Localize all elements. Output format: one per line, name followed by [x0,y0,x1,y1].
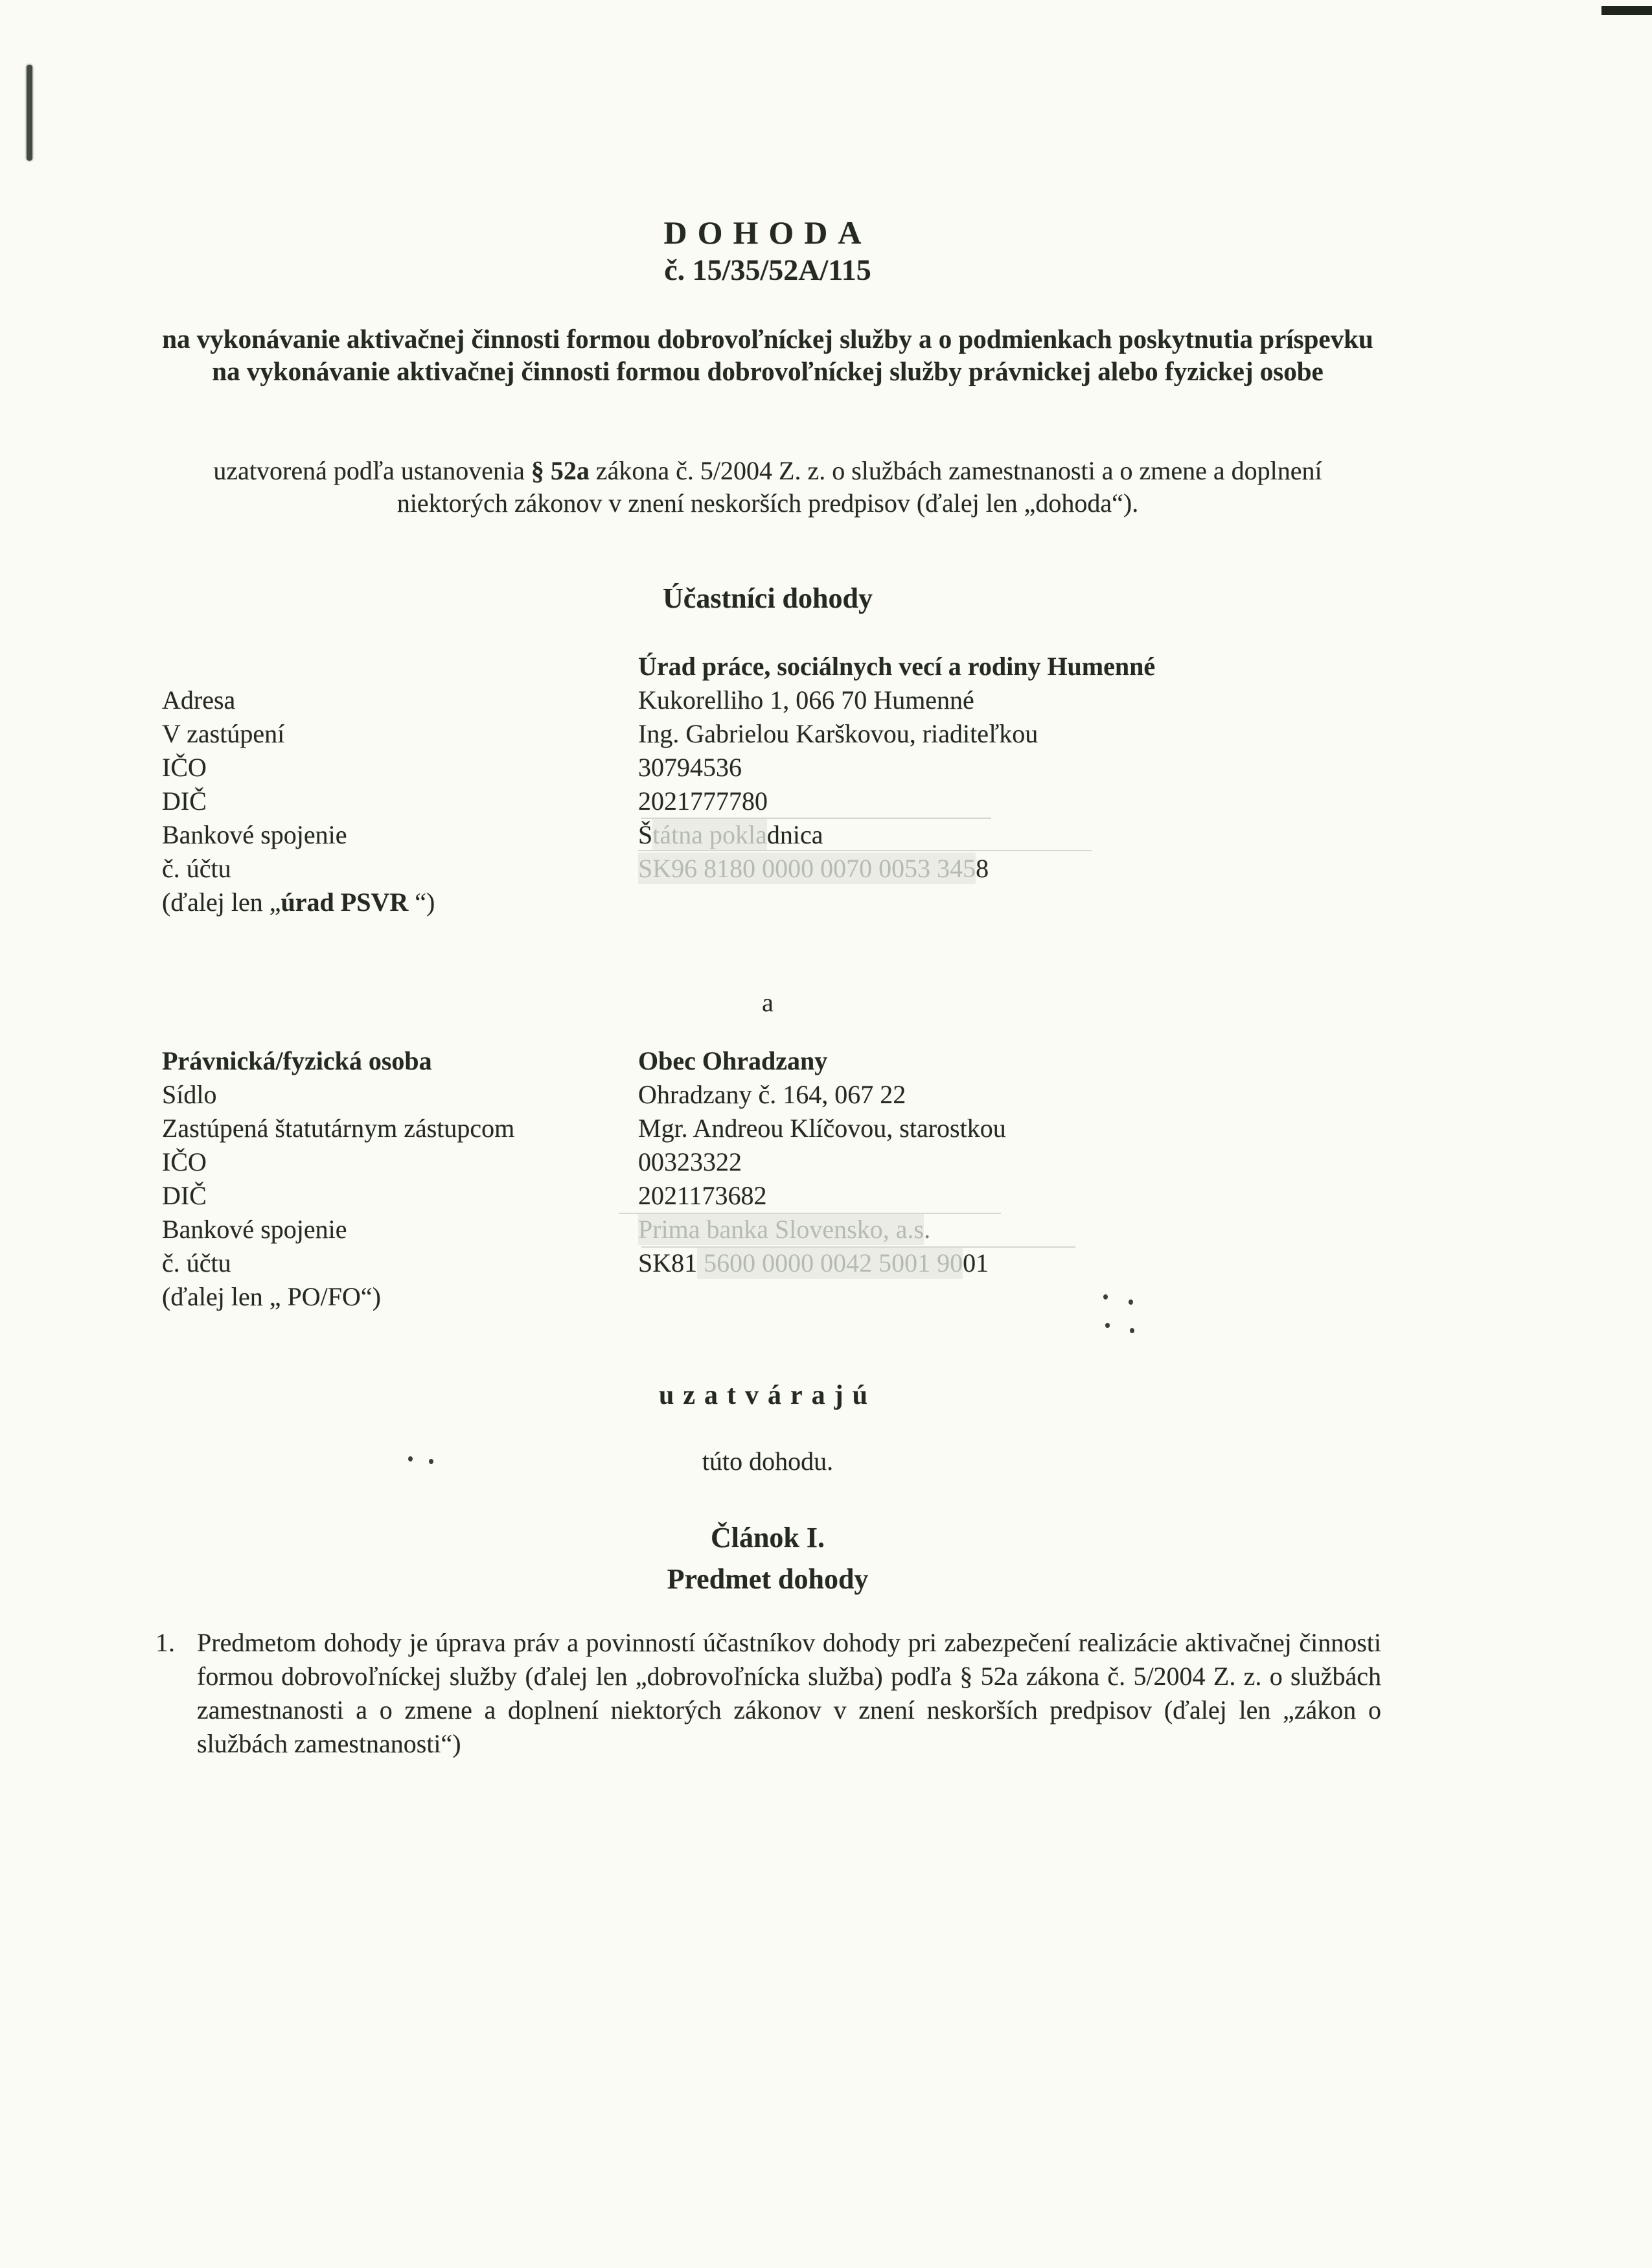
document-number: č. 15/35/52A/115 [664,253,871,286]
scan-artifact-left-bar [27,65,32,161]
tape-edge [641,1246,1075,1248]
scan-artifact-dot [1105,1323,1110,1328]
scan-artifact-dot [1129,1300,1133,1305]
party1-ico-row [162,751,1393,785]
party2-bank-row [162,1213,1393,1246]
intro-post: zákona č. 5/2004 Z. z. o službách zamestnanosti a o zmene a doplnení niektorých zákonov v znení neskorších predpisov (ďalej len „dohoda“). [396,456,1322,518]
party2-account-seg-dark2: 01 [963,1248,989,1277]
document-title: DOHODA [663,214,872,251]
party2-representative-value: Mgr. Andreou Klíčovou, starostkou [638,1114,1006,1143]
party1-bank-label: Bankové spojenie [162,820,347,849]
party1-account-label: č. účtu [162,854,231,883]
party2-alias-row [162,1280,1393,1314]
party1-address-label: Adresa [162,685,236,715]
party2-representative-label: Zastúpená štatutárnym zástupcom [162,1114,515,1143]
party1-dic-row [162,785,1393,818]
scan-artifact-dot [1103,1294,1108,1300]
party1-name-row [162,650,1393,683]
party2-name-row [162,1044,1393,1078]
clause-number: 1. [155,1628,175,1657]
party2-dic-value: 2021173682 [638,1181,767,1210]
tape-edge [619,1213,1001,1214]
party1-ico-value: 30794536 [638,753,742,782]
party1-alias-post: “) [415,888,435,917]
party2-bank-value [638,1213,1393,1246]
document-subtitle: na vykonávanie aktivačnej činnosti formou dobrovoľníckej služby a o podmienkach poskytnutia príspevku na vykonávanie aktivačnej činnosti formou dobrovoľníckej služby právnickej alebo fyzickej osobe [162,324,1373,386]
closing-phrase: túto dohodu. [702,1447,834,1476]
party1-bank-seg-dark: Š [638,820,653,849]
party1-address-value: Kukorelliho 1, 066 70 Humenné [638,685,974,715]
party1-representative-row [162,717,1393,751]
party1-account-seg-dark: 8 [976,854,989,883]
party1-ico-label: IČO [162,753,207,782]
party2-account-seg-dark: SK81 [638,1248,698,1277]
party1-dic-label: DIČ [162,786,207,816]
party2-address-label: Sídlo [162,1080,217,1109]
party1-name: Úrad práce, sociálnych vecí a rodiny Humenné [638,652,1156,681]
party2-account-row [162,1246,1393,1280]
party2-representative-row [162,1112,1393,1145]
party2-dic-label: DIČ [162,1181,207,1210]
party1-block [162,650,1393,919]
party2-account-label: č. účtu [162,1248,231,1277]
party2-bank-seg-whiteout: Prima banka Slovensko, a.s [638,1215,924,1244]
party1-alias-row [162,886,1393,919]
party2-address-row [162,1078,1393,1112]
party2-account-seg-whiteout: 5600 0000 0042 5001 90 [697,1248,963,1277]
party2-bank-label: Bankové spojenie [162,1215,347,1244]
party2-ico-row [162,1145,1393,1179]
party1-alias [162,886,638,919]
party2-account-value [638,1246,1393,1280]
article-subheading: Predmet dohody [667,1563,869,1595]
party1-bank-value [638,818,1393,852]
party2-address-value: Ohradzany č. 164, 067 22 [638,1080,906,1109]
party1-address-row [162,683,1393,717]
party2-ico-value: 00323322 [638,1147,742,1176]
scan-artifact-top-right-bar [1601,6,1652,15]
party1-representative-label: V zastúpení [162,719,285,748]
tape-edge [638,850,1092,851]
scan-artifact-dot [1130,1328,1134,1333]
article-heading: Článok I. [710,1522,825,1553]
law-reference: § 52a [531,456,590,485]
party1-representative-value: Ing. Gabrielou Karškovou, riaditeľkou [638,719,1038,748]
clause-text: Predmetom dohody je úprava práv a povinností účastníkov dohody pri zabezpečení realizácie aktivačnej činnosti formou dobrovoľníckej služby (ďalej len „dobrovoľnícka služba) podľa § 52a zákona č. 5/2004 Z. z. o službách zamestnanosti a o zmene a doplnení niektorých zákonov v znení neskorších predpisov (ďalej len „zákon o službách zamestnanosti“) [197,1628,1381,1758]
party1-bank-row [162,818,1393,852]
party1-bank-seg-dark2: dnica [766,820,823,849]
closing-word: uzatvárajú [659,1380,877,1410]
connector-a: a [762,988,774,1017]
party2-block [162,1044,1393,1314]
party2-dic-row [162,1179,1393,1213]
clause-1 [155,1626,1381,1761]
party2-alias: (ďalej len „ PO/FO“) [162,1282,381,1311]
tape-edge [641,818,991,819]
party1-account-row [162,852,1393,886]
party1-dic-value: 2021777780 [638,786,768,816]
party2-ico-label: IČO [162,1147,207,1176]
party2-bank-seg-semi: . [924,1215,931,1244]
party1-alias-pre: (ďalej len „ [162,888,281,917]
party2-heading-label: Právnická/fyzická osoba [162,1046,432,1075]
intro-paragraph [155,455,1380,520]
intro-pre: uzatvorená podľa ustanovenia [213,456,531,485]
party1-name-label [162,650,638,683]
party1-account-seg-whiteout: SK96 8180 0000 0070 0053 345 [638,854,976,883]
participants-heading: Účastníci dohody [663,582,873,614]
party1-alias-bold: úrad PSVR [281,888,415,917]
party2-name: Obec Ohradzany [638,1046,828,1075]
party1-bank-seg-whiteout: tátna pokla [652,820,767,849]
party1-account-value [638,852,1393,886]
